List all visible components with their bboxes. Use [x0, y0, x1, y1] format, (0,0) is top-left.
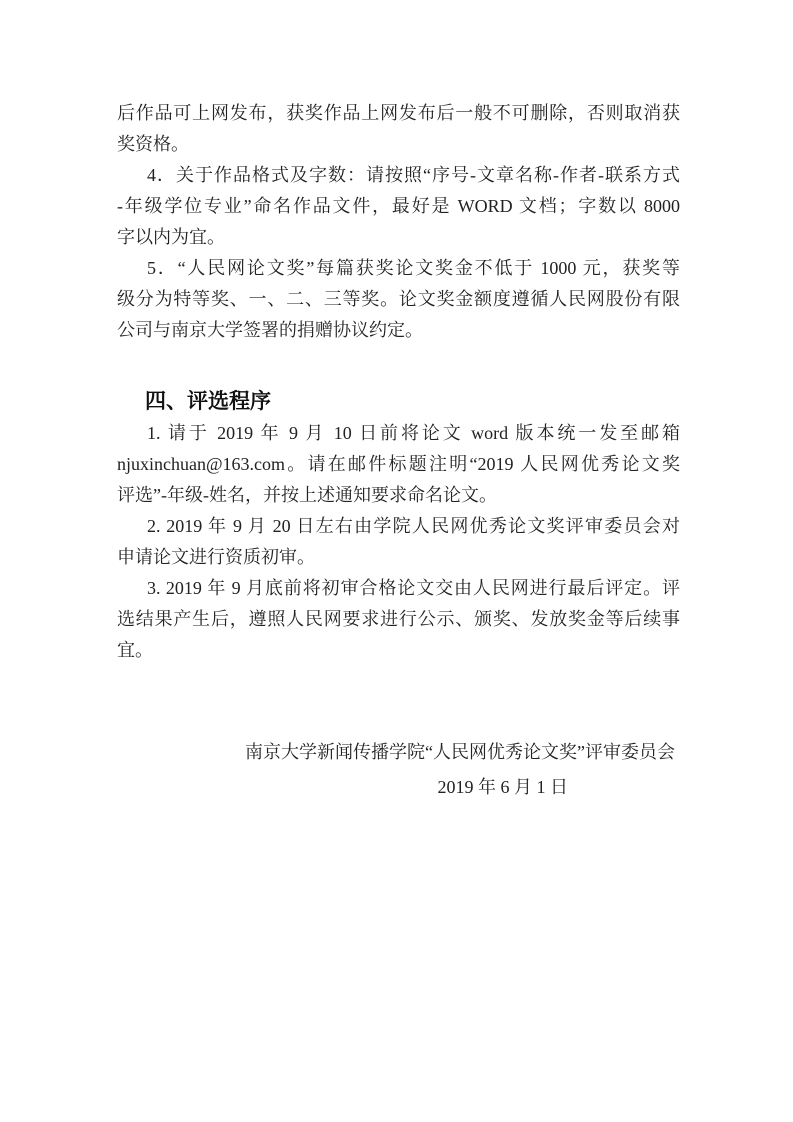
- doc-line: 评选”-年级-姓名，并按上述通知要求命名论文。: [117, 485, 497, 505]
- doc-line: 申请论文进行资质初审。: [117, 547, 315, 567]
- doc-line-item-5: 5．“人民网论文奖”每篇获奖论文奖金不低于 1000 元，获奖等: [147, 258, 680, 278]
- doc-line-step-2: 2. 2019 年 9 月 20 日左右由学院人民网优秀论文奖评审委员会对: [147, 516, 680, 536]
- signature-line: 南京大学新闻传播学院“人民网优秀论文奖”评审委员会: [245, 742, 675, 762]
- section-heading: 四、评选程序: [145, 390, 271, 413]
- doc-line: 级分为特等奖、一、二、三等奖。论文奖金额度遵循人民网股份有限: [117, 289, 680, 309]
- doc-line: 宜。: [117, 640, 153, 660]
- doc-line: -年级学位专业”命名作品文件，最好是 WORD 文档；字数以 8000: [117, 196, 680, 216]
- date-line: 2019 年 6 月 1 日: [437, 777, 568, 797]
- signature-block: [117, 737, 680, 803]
- document-body: [117, 98, 680, 803]
- doc-line: 奖资格。: [117, 134, 189, 154]
- doc-line: 字以内为宜。: [117, 227, 225, 247]
- doc-line-item-4: 4．关于作品格式及字数：请按照“序号-文章名称-作者-联系方式: [147, 165, 680, 185]
- doc-line: 选结果产生后，遵照人民网要求进行公示、颁奖、发放奖金等后续事: [117, 609, 680, 629]
- doc-line-step-1: 1. 请于 2019 年 9 月 10 日前将论文 word 版本统一发至邮箱: [147, 423, 680, 443]
- doc-line-email: njuxinchuan@163.com。请在邮件标题注明“2019 人民网优秀论文奖: [117, 454, 680, 474]
- doc-line: 公司与南京大学签署的捐赠协议约定。: [117, 320, 423, 340]
- doc-line: 后作品可上网发布，获奖作品上网发布后一般不可删除，否则取消获: [117, 103, 680, 123]
- doc-line-step-3: 3. 2019 年 9 月底前将初审合格论文交由人民网进行最后评定。评: [147, 578, 680, 598]
